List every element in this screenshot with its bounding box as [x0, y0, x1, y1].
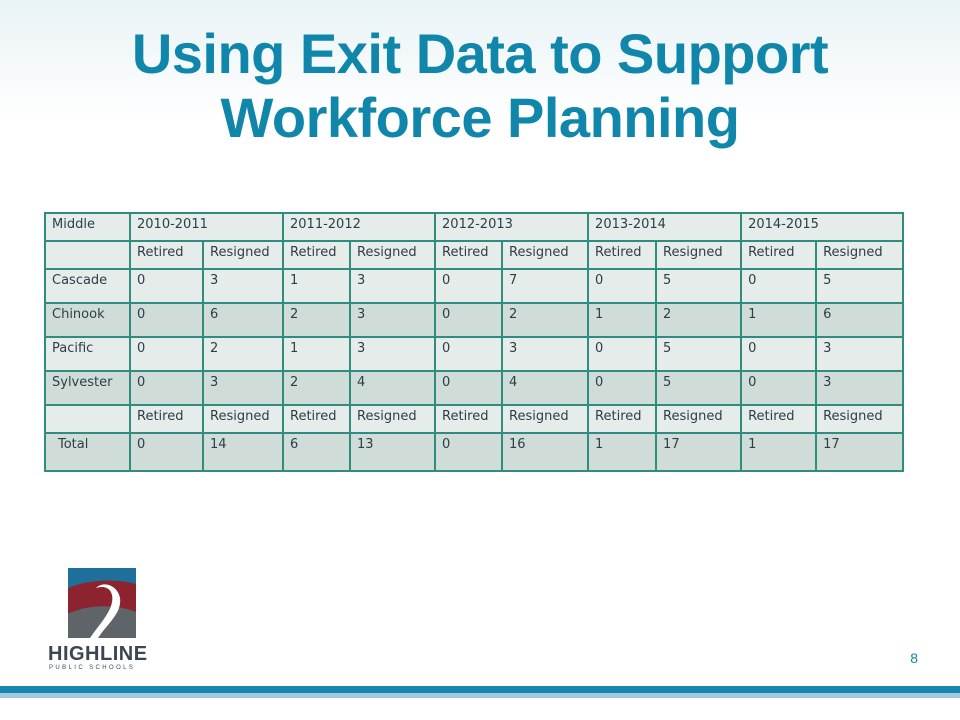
school-name-cell: Pacific: [45, 337, 130, 371]
value-cell: 5: [656, 269, 741, 303]
value-cell: 3: [350, 337, 435, 371]
value-cell: 2: [283, 371, 350, 405]
value-cell: 3: [816, 371, 903, 405]
value-cell: 6: [203, 303, 283, 337]
value-cell: 3: [816, 337, 903, 371]
total-value-cell: 16: [502, 433, 588, 471]
value-cell: 1: [283, 337, 350, 371]
highline-logo-mark-icon: [68, 568, 136, 638]
subheader-row: [45, 241, 903, 269]
resigned-header-cell: Resigned: [350, 241, 435, 269]
value-cell: 0: [130, 371, 203, 405]
retired-header-cell: Retired: [435, 405, 502, 433]
total-value-cell: 14: [203, 433, 283, 471]
year-header-cell: 2014-2015: [741, 213, 903, 241]
retired-header-cell: Retired: [130, 405, 203, 433]
value-cell: 2: [283, 303, 350, 337]
value-cell: 4: [502, 371, 588, 405]
resigned-header-cell: Resigned: [656, 241, 741, 269]
table-row: [45, 371, 903, 405]
value-cell: 2: [656, 303, 741, 337]
retired-header-cell: Retired: [283, 241, 350, 269]
value-cell: 0: [741, 269, 816, 303]
value-cell: 5: [656, 337, 741, 371]
logo-name: HIGHLINE: [48, 643, 148, 665]
resigned-header-cell: Resigned: [203, 405, 283, 433]
value-cell: 3: [203, 371, 283, 405]
value-cell: 0: [130, 303, 203, 337]
table-row: [45, 303, 903, 337]
value-cell: 2: [203, 337, 283, 371]
total-value-cell: 17: [816, 433, 903, 471]
value-cell: 0: [435, 303, 502, 337]
resigned-header-cell: Resigned: [502, 405, 588, 433]
corner-header-cell: Middle: [45, 213, 130, 241]
retired-header-cell: Retired: [741, 405, 816, 433]
empty-header-cell: [45, 241, 130, 269]
total-value-cell: 0: [130, 433, 203, 471]
retired-header-cell: Retired: [741, 241, 816, 269]
total-row: [45, 433, 903, 471]
resigned-header-cell: Resigned: [502, 241, 588, 269]
value-cell: 0: [741, 337, 816, 371]
value-cell: 2: [502, 303, 588, 337]
total-value-cell: 1: [588, 433, 656, 471]
total-value-cell: 0: [435, 433, 502, 471]
value-cell: 0: [435, 337, 502, 371]
empty-header-cell: [45, 405, 130, 433]
value-cell: 5: [816, 269, 903, 303]
year-header-cell: 2010-2011: [130, 213, 283, 241]
table-row: [45, 337, 903, 371]
school-name-cell: Chinook: [45, 303, 130, 337]
page-number: 8: [910, 650, 918, 666]
value-cell: 3: [350, 269, 435, 303]
year-header-cell: 2012-2013: [435, 213, 588, 241]
value-cell: 3: [502, 337, 588, 371]
logo-subtitle: PUBLIC SCHOOLS: [49, 665, 136, 671]
total-value-cell: 13: [350, 433, 435, 471]
retired-header-cell: Retired: [588, 405, 656, 433]
resigned-header-cell: Resigned: [203, 241, 283, 269]
resigned-header-cell: Resigned: [656, 405, 741, 433]
exit-data-table-container: [44, 212, 902, 472]
resigned-header-cell: Resigned: [816, 405, 903, 433]
year-header-cell: 2011-2012: [283, 213, 435, 241]
footer-bar: [0, 686, 960, 693]
value-cell: 0: [435, 269, 502, 303]
value-cell: 1: [741, 303, 816, 337]
value-cell: 0: [588, 269, 656, 303]
value-cell: 1: [588, 303, 656, 337]
title-line-2: Workforce Planning: [220, 86, 740, 149]
retired-header-cell: Retired: [435, 241, 502, 269]
resigned-header-cell: Resigned: [816, 241, 903, 269]
value-cell: 5: [656, 371, 741, 405]
retired-header-cell: Retired: [283, 405, 350, 433]
retired-header-cell: Retired: [130, 241, 203, 269]
value-cell: 3: [350, 303, 435, 337]
slide-title: [0, 22, 960, 150]
value-cell: 0: [741, 371, 816, 405]
total-value-cell: 6: [283, 433, 350, 471]
value-cell: 6: [816, 303, 903, 337]
value-cell: 0: [588, 337, 656, 371]
title-line-1: Using Exit Data to Support: [131, 22, 829, 85]
value-cell: 0: [588, 371, 656, 405]
total-value-cell: 1: [741, 433, 816, 471]
total-label-cell: Total: [45, 433, 130, 471]
school-name-cell: Sylvester: [45, 371, 130, 405]
value-cell: 1: [283, 269, 350, 303]
footer-bar-accent: [0, 693, 960, 698]
value-cell: 3: [203, 269, 283, 303]
resigned-header-cell: Resigned: [350, 405, 435, 433]
value-cell: 0: [130, 269, 203, 303]
total-value-cell: 17: [656, 433, 741, 471]
retired-header-cell: Retired: [588, 241, 656, 269]
subheader-row-repeat: [45, 405, 903, 433]
value-cell: 4: [350, 371, 435, 405]
value-cell: 7: [502, 269, 588, 303]
year-header-row: [45, 213, 903, 241]
year-header-cell: 2013-2014: [588, 213, 741, 241]
value-cell: 0: [435, 371, 502, 405]
table-row: [45, 269, 903, 303]
exit-data-table: [44, 212, 904, 472]
highline-logo: [48, 568, 158, 672]
school-name-cell: Cascade: [45, 269, 130, 303]
value-cell: 0: [130, 337, 203, 371]
